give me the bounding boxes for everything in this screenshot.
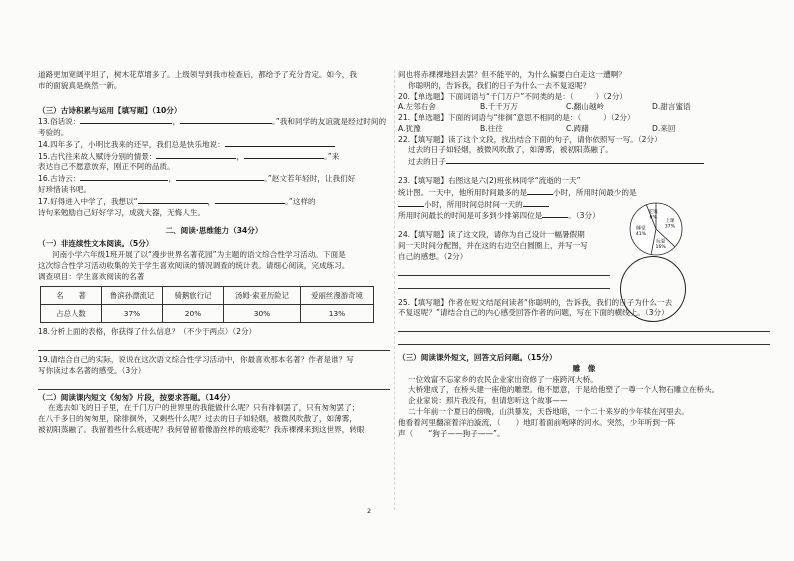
q15-cont: 表达自己不愿意放弃，刚正不阿的品质。 <box>38 162 175 172</box>
story-line: 他看着河里翻滚着洋泊漩流，（ ）地盯着面前咆哮的河水。突然，少年听到一阵 <box>398 417 676 427</box>
survey-table <box>40 286 374 323</box>
q24-answer-line-2[interactable] <box>398 277 610 289</box>
q19-line-2: 写你读过本名著的感受。（3分） <box>38 365 146 375</box>
table-row-label: 名 著 <box>41 287 102 305</box>
table-row <box>41 305 374 323</box>
q17-blank-1[interactable] <box>138 196 208 204</box>
q25-answer-line-2[interactable] <box>398 333 770 345</box>
sub2-text-2: 在八千多日的匆匆里，除徘徊外，又剩些什么呢？过去的日子如轻烟，被微风吹散了，如薄雾， <box>38 414 357 424</box>
pie-slice-label: 上课 <box>665 219 675 225</box>
option-a[interactable]: A.犹豫 <box>398 123 421 133</box>
q14-blank[interactable] <box>225 139 335 147</box>
table-cell: 13% <box>301 305 374 323</box>
option-a[interactable]: A.左邻右舍 <box>398 102 436 112</box>
left-column <box>38 70 390 436</box>
q17-cont: 诗句来勉励自己好好学习，成就大器，无悔人生。 <box>38 207 206 217</box>
table-cell: 20% <box>163 305 224 323</box>
q24-line-1: 24.【填写题】读了这文段，请你为自己设计一幅暑假期 <box>398 230 585 240</box>
subsection2-title: （二）阅读课内短文《匆匆》片段，按要求答题。（14分） <box>38 392 235 402</box>
sub2-text-3: 被初阳蒸融了。我留着些什么痕迹呢？我何曾留着像游丝样的痕迹呢？我赤裸裸来到这世界，转眼 <box>38 424 365 434</box>
part2-title: 二、阅读·思维能力（34分） <box>165 226 263 236</box>
q13-blank-1[interactable] <box>80 116 172 124</box>
table-cell: 30% <box>224 305 301 323</box>
option-d[interactable]: D.甜言蜜语 <box>652 102 691 112</box>
q18: 18.分析上面的表格，你获得了什么信息？（不少于两点）（2分） <box>38 327 257 337</box>
q23-pie-chart <box>626 198 686 260</box>
q16: 16.古诗云： ， 。”赵文若年轻时，让我们好 <box>38 174 356 184</box>
q21: 21.【单选题】下面的词语与“徘徊”意思不相同的是：（ ）（2分） <box>398 113 635 123</box>
q20: 20.【单选题】下面词语与“千门万户”不同类的是：（ ）（2分） <box>398 91 628 101</box>
q22-prompt: 过去的日子 <box>398 156 770 168</box>
q20-options <box>398 102 770 113</box>
q23-line-2: 统计图。一天中，他所用时间最多的是 小时，所用时间最少的是 <box>398 187 637 197</box>
q24-drawing-circle[interactable] <box>620 256 686 322</box>
story-line: 企业家说：照片我没有，但请您听这个故事—— <box>408 396 568 406</box>
sub2-text-1: 在逃去如飞的日子里，在千门万户的世界里的我能做什么呢？只有徘徊罢了，只有匆匆罢了； <box>48 403 360 413</box>
survey-title: 调查项目：学生喜欢阅读的名著 <box>38 271 145 281</box>
sub1-text-2: 这次综合性学习活动收集的关于学生喜欢阅读的情况调查的统计表。请细心阅读，完成练习。 <box>38 260 350 270</box>
q13: 13.俗话说： ， 。”我和同学的友谊就是经过时间的 <box>38 117 387 127</box>
q16-cont: 好珍惜读书吧。 <box>38 185 92 195</box>
story-line: 一位效富不忘家乡的农民企业家出资修了一座跨河大桥。 <box>408 374 598 384</box>
q21-options <box>398 124 770 135</box>
passage-cont-2: 你聪明的，告诉我，我们的日子为什么一去不复返呢？ <box>408 80 591 90</box>
q15-blank-1[interactable] <box>156 151 236 159</box>
option-c[interactable]: C.翻山越岭 <box>566 102 605 112</box>
q24-line-3: 自己的感想。（2分） <box>398 251 468 261</box>
story-line: 二十年前一个夏日的傍晚，山洪暴发，天昏地暗，一个二十来岁的少年犊在河里去。 <box>408 406 689 416</box>
table-cell: 37% <box>102 305 163 323</box>
fold-line <box>394 70 395 510</box>
q13-cont: 考验的。 <box>38 128 69 138</box>
table-cell: 爱丽丝漫游奇境 <box>301 287 374 305</box>
subsection1-title: （一）非连续性文本阅读。（5分） <box>38 239 154 249</box>
q17-blank-2[interactable] <box>215 196 285 204</box>
pie-slice-label: 睡觉 <box>636 226 646 232</box>
q25-answer-line-1[interactable] <box>398 320 770 332</box>
subsection3-title: （三）阅读课外短文，回答文后问题。（15分） <box>398 353 557 363</box>
pie-slice-value: 16% <box>655 244 666 250</box>
q23-blank-4[interactable] <box>542 210 568 218</box>
q24-line-2: 间一天时间分配图，并在这的右边空白圆圈上，并写一写 <box>398 240 588 250</box>
story-line: 大桥建成了，在桥头建一座他的雕塑。他不愿意，于是给他塑了一尊一个人物石雕立在桥头。 <box>408 385 720 395</box>
option-d[interactable]: D.来回 <box>652 123 676 133</box>
q22: 22.【填写题】读了这个文段，找出结合下面的句子，请你依照写一写。（2分） <box>398 134 662 144</box>
q22-answer-line[interactable] <box>446 156 704 164</box>
q19-answer-line[interactable] <box>38 378 390 390</box>
intro-line-1: 道路更加宽阔平坦了，树木花草增多了。上级领导到我市检查后，都给予了充分肯定。如今，我 <box>38 70 357 79</box>
q15-blank-2[interactable] <box>244 151 324 159</box>
q16-blank-1[interactable] <box>80 173 168 181</box>
option-b[interactable]: B.往往 <box>480 123 503 133</box>
option-c[interactable]: C.踌躇 <box>566 123 589 133</box>
pie-slice-value: 6% <box>649 215 657 221</box>
q23-line-4: 所用时间最长的时间是可多到少排第四位是 。（3分） <box>398 211 600 221</box>
page-number: 2 <box>367 507 372 515</box>
q23-blank-3[interactable] <box>523 199 549 207</box>
q14: 14.四年多了，小明比我来的还早，我们总是快乐地说： <box>38 139 390 151</box>
pie-slice-value: 41% <box>635 231 647 237</box>
pie-slice-label: 吃饭 <box>648 210 658 216</box>
table-cell: 鲁滨孙漂流记 <box>102 287 163 305</box>
q18-answer-line[interactable] <box>38 339 390 351</box>
table-row-label: 占总人数 <box>41 305 102 323</box>
pie-slice-label: 玩耍 <box>656 239 666 245</box>
q17: 17.好得进入中学了，我想以“ ， 。”这样的 <box>38 196 316 206</box>
option-b[interactable]: B.千千万万 <box>480 102 518 112</box>
q23-blank-2[interactable] <box>398 199 424 207</box>
q25-line-2: 不复返呢？”请结合自己的内心感受回答作者的问题，写在下面的横线上。（3分） <box>398 308 669 318</box>
q13-blank-2[interactable] <box>180 116 272 124</box>
intro-line-2: 市的面貌真是焕然一新。 <box>38 80 122 90</box>
sub1-text-1: 河南小学六年级1班开展了以“漫步世界名著花园”为主题的语文综合性学习活动。下面是 <box>52 249 346 259</box>
passage-cont-1: 间也将赤裸裸地回去罢？但不能平的，为什么偏要白白走这一遭啊？ <box>398 70 626 79</box>
table-row <box>41 287 374 305</box>
table-cell: 骑鹅旅行记 <box>163 287 224 305</box>
q25-line-1: 25.【填写题】作者在短文结尾问读者“你聪明的，告诉我，我们的日子为什么一去 <box>398 297 673 307</box>
q15: 15.古代往来故人赋诗分别的情景： ， 。”来 <box>38 151 340 161</box>
story-line: 声（ “狗子——狗子——”。 <box>398 428 505 438</box>
table-cell: 汤姆·索亚历险记 <box>224 287 301 305</box>
q24-answer-line-1[interactable] <box>398 264 610 276</box>
q23-line-1: 23.【填写题】右图这是六(2)班张林同学“流逝的一天” <box>398 176 581 186</box>
pie-slice-value: 37% <box>664 224 675 230</box>
q22-sample: 过去的日子如轻烟，被微风吹散了，如薄雾，被初阳蒸融了。 <box>408 145 614 155</box>
q23-line-3: 小时，所用时间总时间一天的 <box>398 199 770 211</box>
right-column <box>398 70 770 439</box>
q23-blank-1[interactable] <box>527 187 553 195</box>
story-title: 雕 像 <box>572 363 596 373</box>
q16-blank-2[interactable] <box>176 173 264 181</box>
section3-title: （三）古诗积累与运用【填写题】（10分） <box>38 105 182 115</box>
q19-line-1: 19.请结合自己的实际，说说在这次语文综合性学习活动中，你最喜欢那本名著？作者是谁？写 <box>38 355 354 365</box>
